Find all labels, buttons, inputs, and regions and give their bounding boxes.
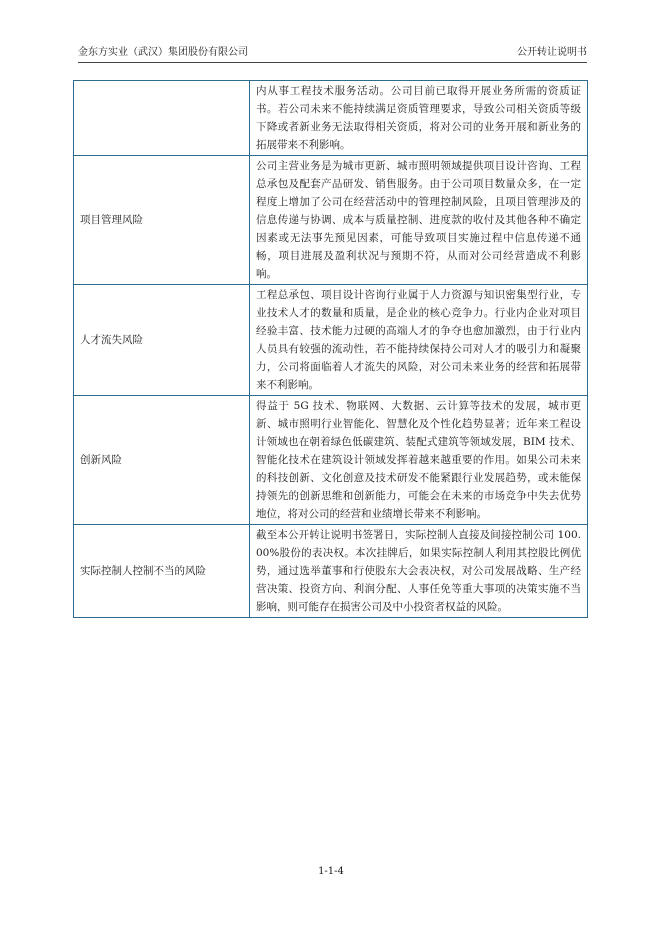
- risk-description: 内从事工程技术服务活动。公司目前已取得开展业务所需的资质证书。若公司未来不能持续满足资质管理要求，导致公司相关资质等级下降或者新业务无法取得相关资质，将对公司的业务开展和新业务的拓展带来不利影响。: [250, 81, 588, 156]
- risk-description: 工程总承包、项目设计咨询行业属于人力资源与知识密集型行业，专业技术人才的数量和质量，是企业的核心竞争力。行业内企业对项目经验丰富、技术能力过硬的高端人才的争夺也愈加激烈，由于行业内人员具有较强的流动性，若不能持续保持公司对人才的吸引力和凝聚力，公司将面临着人才流失的风险，对公司未来业务的经营和拓展带来不利影响。: [250, 285, 588, 396]
- header-divider: [78, 62, 587, 63]
- risk-name: 实际控制人控制不当的风险: [74, 525, 250, 618]
- page-number: 1-1-4: [318, 866, 344, 877]
- risk-description: 公司主营业务是为城市更新、城市照明领域提供项目设计咨询、工程总承包及配套产品研发、销售服务。由于公司项目数量众多，在一定程度上增加了公司在经营活动中的管理控制风险，且项目管理涉及的信息传递与协调、成本与质量控制、进度款的收付及其他各种不确定因素或无法事先预见因素，可能导致项目实施过程中信息传递不通畅，项目进展及盈利状况与预期不符，从而对公司经营造成不利影响。: [250, 156, 588, 285]
- risk-name: [74, 81, 250, 156]
- company-name: 金东方实业（武汉）集团股份有限公司: [78, 47, 248, 58]
- table-row: [74, 156, 588, 285]
- table-row: [74, 525, 588, 618]
- table-row: [74, 285, 588, 396]
- risk-name: 人才流失风险: [74, 285, 250, 396]
- risk-name: 创新风险: [74, 396, 250, 525]
- document-title: 公开转让说明书: [517, 47, 587, 58]
- table-row: [74, 81, 588, 156]
- table-row: [74, 396, 588, 525]
- risk-description: 得益于 5G 技术、物联网、大数据、云计算等技术的发展，城市更新、城市照明行业智能化、智慧化及个性化趋势显著；近年来工程设计领域也在朝着绿色低碳建筑、装配式建筑等领域发展，BIM 技术、智能化技术在建筑设计领域发挥着越来越重要的作用。如果公司未来的科技创新、文化创意及技术研发不能紧跟行业发展趋势，或未能保持领先的创新思维和创新能力，可能会在未来的市场竞争中失去优势地位，将对公司的经营和业绩增长带来不利影响。: [250, 396, 588, 525]
- risk-name: 项目管理风险: [74, 156, 250, 285]
- page-header: [78, 46, 587, 62]
- risk-description: 截至本公开转让说明书签署日，实际控制人直接及间接控制公司 100.00%股份的表决权。本次挂牌后，如果实际控制人利用其控股比例优势，通过选举董事和行使股东大会表决权，对公司发展战略、生产经营决策、投资方向、利润分配、人事任免等重大事项的决策实施不当影响，则可能存在损害公司及中小投资者权益的风险。: [250, 525, 588, 618]
- risk-table: [73, 80, 588, 618]
